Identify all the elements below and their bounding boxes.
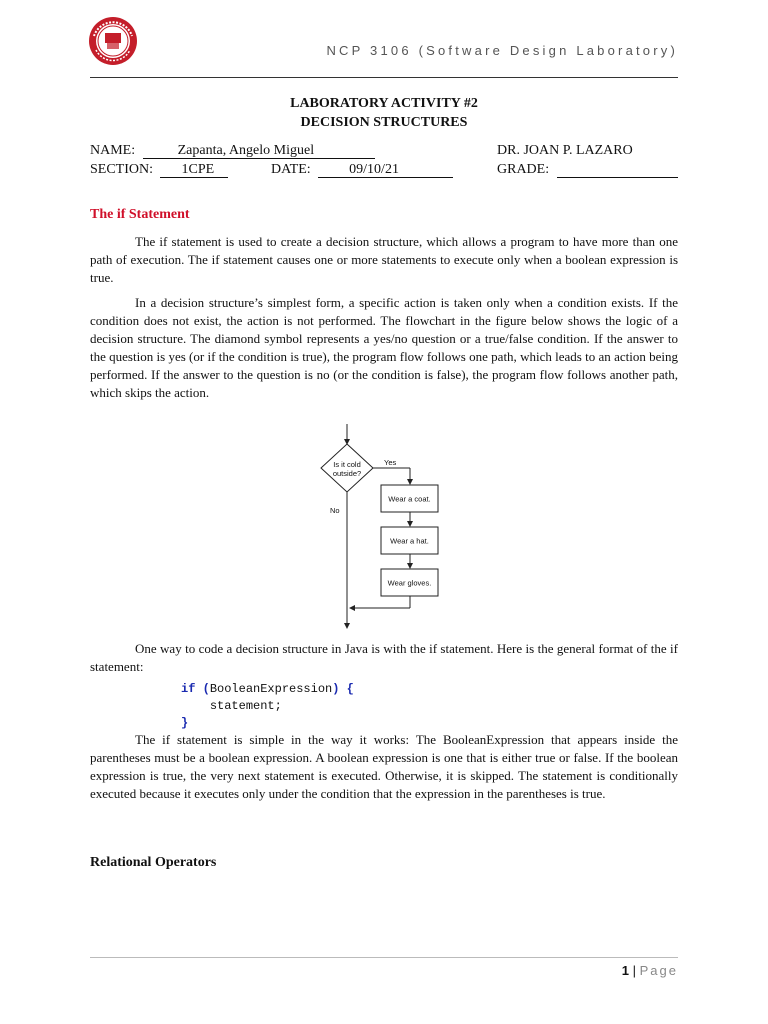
action-hat-label: Wear a hat. bbox=[390, 536, 429, 546]
name-label: NAME: bbox=[90, 143, 136, 158]
name-value: Zapanta, Angelo Miguel bbox=[177, 143, 315, 158]
name-field bbox=[143, 143, 375, 159]
section-row bbox=[90, 162, 228, 178]
course-title: NCP 3106 (Software Design Laboratory) bbox=[326, 43, 678, 58]
header-divider bbox=[90, 77, 678, 78]
code-example bbox=[181, 681, 354, 732]
paragraph-1 bbox=[90, 233, 678, 287]
action-gloves-label: Wear gloves. bbox=[387, 578, 432, 588]
section-heading-relational-operators: Relational Operators bbox=[90, 855, 217, 870]
activity-title: LABORATORY ACTIVITY #2 bbox=[290, 96, 478, 111]
section-heading-if-statement: The if Statement bbox=[90, 207, 190, 222]
name-row bbox=[90, 143, 375, 159]
date-label: DATE: bbox=[271, 162, 311, 177]
grade-field bbox=[557, 162, 678, 178]
paragraph-2 bbox=[90, 294, 678, 402]
action-coat-label: Wear a coat. bbox=[388, 494, 431, 504]
page-separator: | bbox=[632, 963, 636, 978]
paragraph-2-text: In a decision structure’s simplest form, a specific action is taken only when a condition exists. If the condition does not exist, the action is not performed. The flowchart in the figure below shows the logic of a decision structure. The diamond symbol represents a yes/no question or a true/false condition. If the answer to the question is yes (or if the condition is true), the program flow follows one path, which leads to an action being performed. If the answer to the question is no (or the condition is false), the program flow follows another path, which skips the action. bbox=[90, 295, 678, 400]
paragraph-3 bbox=[90, 640, 678, 676]
section-label: SECTION: bbox=[90, 162, 153, 177]
date-row bbox=[271, 162, 453, 178]
grade-label: GRADE: bbox=[497, 162, 550, 177]
code-close-paren: ) bbox=[332, 682, 340, 696]
code-open-paren: ( bbox=[202, 682, 210, 696]
yes-label: Yes bbox=[384, 458, 397, 467]
page-label: Page bbox=[639, 963, 678, 978]
date-field bbox=[318, 162, 453, 178]
footer-divider bbox=[90, 957, 678, 958]
code-expression: BooleanExpression bbox=[209, 682, 333, 696]
paragraph-4 bbox=[90, 731, 678, 803]
instructor-name: DR. JOAN P. LAZARO bbox=[497, 143, 633, 158]
decision-question-line1: Is it cold bbox=[333, 460, 361, 469]
decision-question-line2: outside? bbox=[332, 469, 362, 478]
university-seal-logo bbox=[88, 16, 138, 66]
section-field bbox=[160, 162, 228, 178]
code-close-brace: } bbox=[181, 716, 189, 730]
section-value: 1CPE bbox=[181, 162, 215, 177]
code-statement: statement; bbox=[209, 699, 282, 713]
page-footer bbox=[622, 963, 678, 978]
paragraph-4-text: The if statement is simple in the way it works: The BooleanExpression that appears inside the parentheses must be a boolean expression. A boolean expression is one that is either true or false. If the boolean expression is true, the very next statement is executed. Otherwise, it is skipped. The statement is conditionally executed because it executes only under the condition that the expression in the parentheses is true. bbox=[90, 732, 678, 801]
no-label: No bbox=[330, 506, 340, 515]
paragraph-1-text: The if statement is used to create a decision structure, which allows a program to have more than one path of execution. The if statement causes one or more statements to execute only when a boolean expression is true. bbox=[90, 234, 678, 285]
paragraph-3-text: One way to code a decision structure in Java is with the if statement. Here is the general format of the if statement: bbox=[90, 641, 678, 674]
code-open-brace: { bbox=[346, 682, 354, 696]
page-number: 1 bbox=[621, 963, 629, 978]
date-value: 09/10/21 bbox=[349, 162, 399, 177]
code-keyword-if: if bbox=[181, 682, 196, 696]
decision-flowchart bbox=[300, 420, 460, 632]
activity-subtitle: DECISION STRUCTURES bbox=[300, 115, 468, 130]
grade-row bbox=[497, 162, 678, 178]
